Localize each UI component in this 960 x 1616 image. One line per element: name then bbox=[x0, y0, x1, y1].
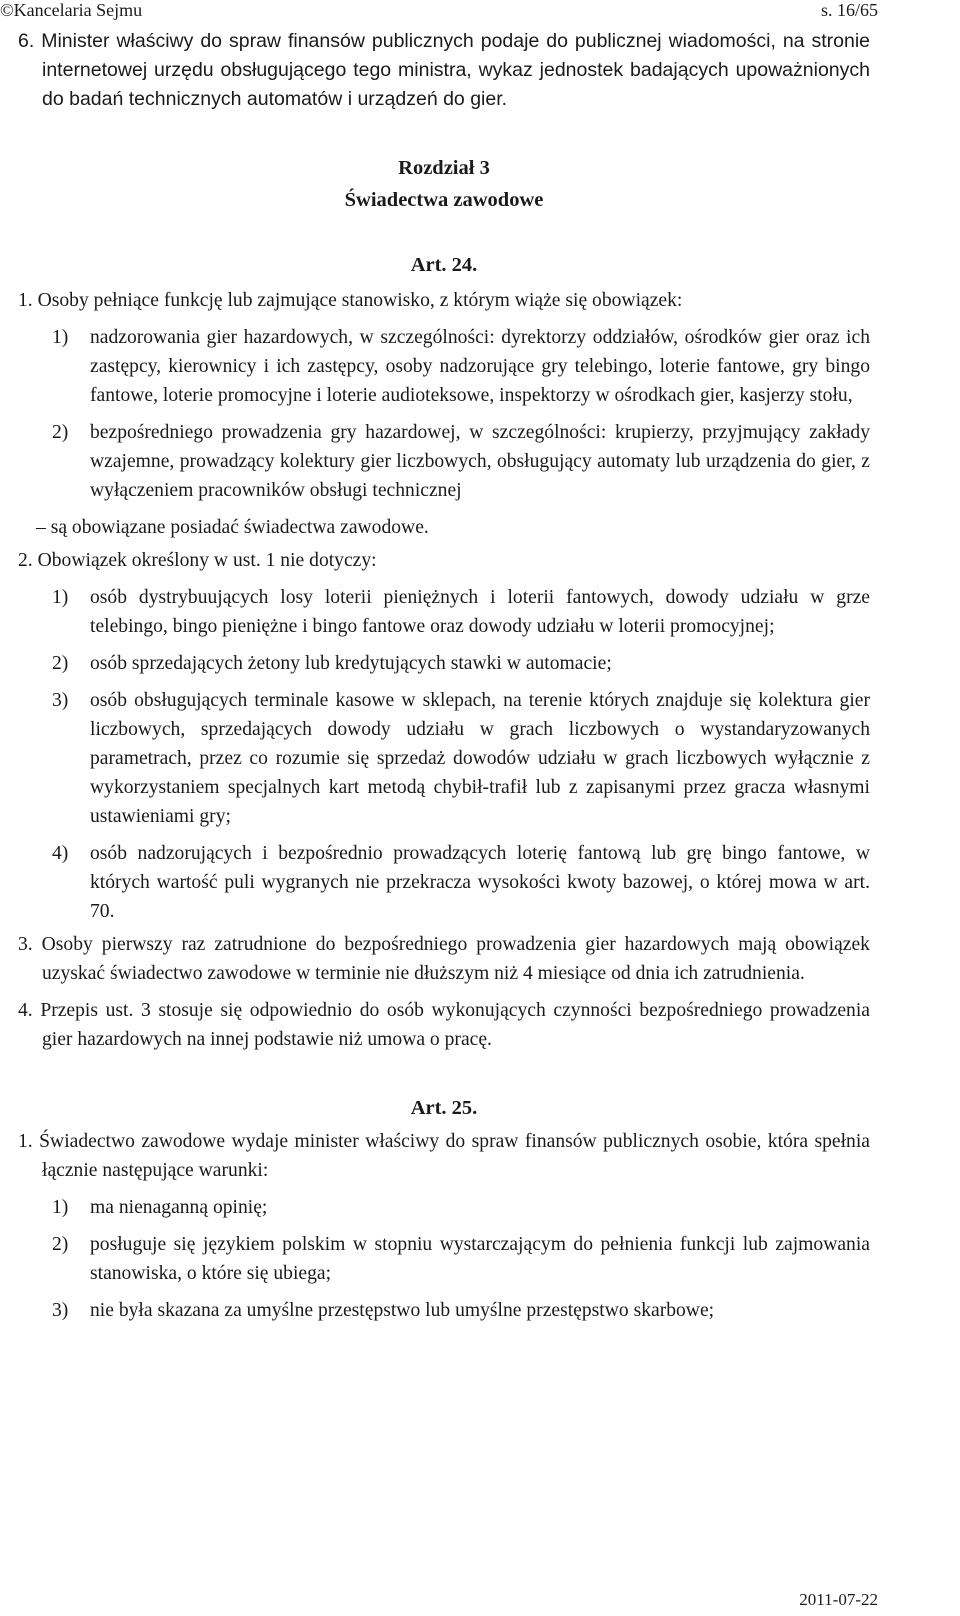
list-item bbox=[18, 1296, 870, 1325]
art25-section-1 bbox=[18, 1127, 870, 1185]
item-text: bezpośredniego prowadzenia gry hazardowej, w szczególności: krupierzy, przyjmujący zakłady wzajemne, prowadzący kolektury gier liczbowych, obsługujący automaty lub urządzenia do gier, z wyłączeniem pracowników obsługi technicznej bbox=[90, 422, 870, 501]
item-number: 4) bbox=[52, 843, 69, 864]
section-number: 4. bbox=[18, 1000, 33, 1021]
item-number: 1) bbox=[52, 1197, 69, 1218]
list-item bbox=[18, 323, 870, 410]
section-number: 3. bbox=[18, 934, 33, 955]
item-number: 2) bbox=[52, 422, 69, 443]
list-item bbox=[18, 1193, 870, 1222]
art24-section-3 bbox=[18, 930, 870, 988]
section-text: Osoby pierwszy raz zatrudnione do bezpośredniego prowadzenia gier hazardowych mają obowiązek uzyskać świadectwo zawodowe w terminie nie dłuższym niż 4 miesiące od dnia ich zatrudnienia. bbox=[41, 934, 870, 984]
item-number: 2) bbox=[52, 653, 69, 674]
art24-section-1 bbox=[18, 286, 870, 315]
article-25-heading: Art. 25. bbox=[410, 1097, 478, 1119]
chapter-subtitle: Świadectwa zawodowe bbox=[344, 189, 544, 211]
page-number: s. 16/65 bbox=[820, 0, 878, 20]
list-item bbox=[18, 686, 870, 831]
paragraph-number: 6. bbox=[18, 30, 35, 52]
paragraph-6 bbox=[18, 27, 870, 114]
section-text: Świadectwo zawodowe wydaje minister właściwy do spraw finansów publicznych osobie, która spełnia łącznie następujące warunki: bbox=[39, 1131, 870, 1181]
copyright-header: ©Kancelaria Sejmu bbox=[0, 0, 143, 20]
section-text: Przepis ust. 3 stosuje się odpowiednio do osób wykonujących czynności bezpośredniego prowadzenia gier hazardowych na innej podstawie niż umowa o pracę. bbox=[40, 1000, 870, 1050]
chapter-title: Rozdział 3 bbox=[398, 157, 490, 179]
item-text: osób dystrybuujących losy loterii pieniężnych i loterii fantowych, dowody udziału w grze telebingo, bingo pieniężne i bingo fantowe oraz dowody udziału w loterii promocyjnej; bbox=[90, 587, 870, 637]
footer-date: 2011-07-22 bbox=[799, 1590, 878, 1609]
item-text: osób sprzedających żetony lub kredytujących stawki w automacie; bbox=[90, 653, 612, 674]
item-number: 3) bbox=[52, 690, 69, 711]
closing-line: – są obowiązane posiadać świadectwa zawodowe. bbox=[36, 517, 429, 538]
section-number: 2. bbox=[18, 550, 33, 571]
list-item bbox=[18, 649, 870, 678]
item-number: 3) bbox=[52, 1300, 69, 1321]
article-24-heading: Art. 24. bbox=[410, 254, 478, 276]
item-text: osób obsługujących terminale kasowe w sklepach, na terenie których znajduje się kolektura gier liczbowych, sprzedających dowody udziału w grach liczbowych o wystandaryzowanych parametrach, przez co rozumie się sprzedaż dowodów udziału w grach liczbowych wyłącznie z wykorzystaniem specjalnych kart metodą chybił-trafił lub z zapisanymi przez gracza własnymi ustawieniami gry; bbox=[90, 690, 870, 827]
list-item bbox=[18, 583, 870, 641]
item-number: 1) bbox=[52, 327, 69, 348]
item-text: nadzorowania gier hazardowych, w szczególności: dyrektorzy oddziałów, ośrodków gier oraz ich zastępcy, kierownicy i ich zastępcy, osoby nadzorujące gry telebingo, loterie fantowe, gry bingo fantowe, loterie promocyjne i loterie audioteksowe, inspektorzy w ośrodkach gier, kasjerzy stołu, bbox=[90, 327, 870, 406]
item-number: 2) bbox=[52, 1234, 69, 1255]
section-number: 1. bbox=[18, 1131, 33, 1152]
item-text: osób nadzorujących i bezpośrednio prowadzących loterię fantową lub grę bingo fantowe, w których wartość puli wygranych nie przekracza wysokości kwoty bazowej, o której mowa w art. 70. bbox=[90, 843, 870, 922]
section-text: Obowiązek określony w ust. 1 nie dotyczy: bbox=[37, 550, 377, 571]
section-text: Osoby pełniące funkcję lub zajmujące stanowisko, z którym wiąże się obowiązek: bbox=[37, 290, 683, 311]
item-text: posługuje się językiem polskim w stopniu wystarczającym do pełnienia funkcji lub zajmowania stanowiska, o które się ubiega; bbox=[90, 1234, 870, 1284]
art24-section-4 bbox=[18, 996, 870, 1054]
list-item bbox=[18, 839, 870, 926]
list-item bbox=[18, 1230, 870, 1288]
paragraph-text: Minister właściwy do spraw finansów publicznych podaje do publicznej wiadomości, na stronie internetowej urzędu obsługującego tego ministra, wykaz jednostek badających upoważnionych do badań technicznych automatów i urządzeń do gier. bbox=[41, 30, 871, 110]
item-text: nie była skazana za umyślne przestępstwo lub umyślne przestępstwo skarbowe; bbox=[90, 1300, 715, 1321]
document-body bbox=[18, 27, 870, 1325]
item-text: ma nienaganną opinię; bbox=[90, 1197, 268, 1218]
item-number: 1) bbox=[52, 587, 69, 608]
list-item bbox=[18, 418, 870, 505]
section-number: 1. bbox=[18, 290, 33, 311]
art24-section-2 bbox=[18, 546, 870, 575]
